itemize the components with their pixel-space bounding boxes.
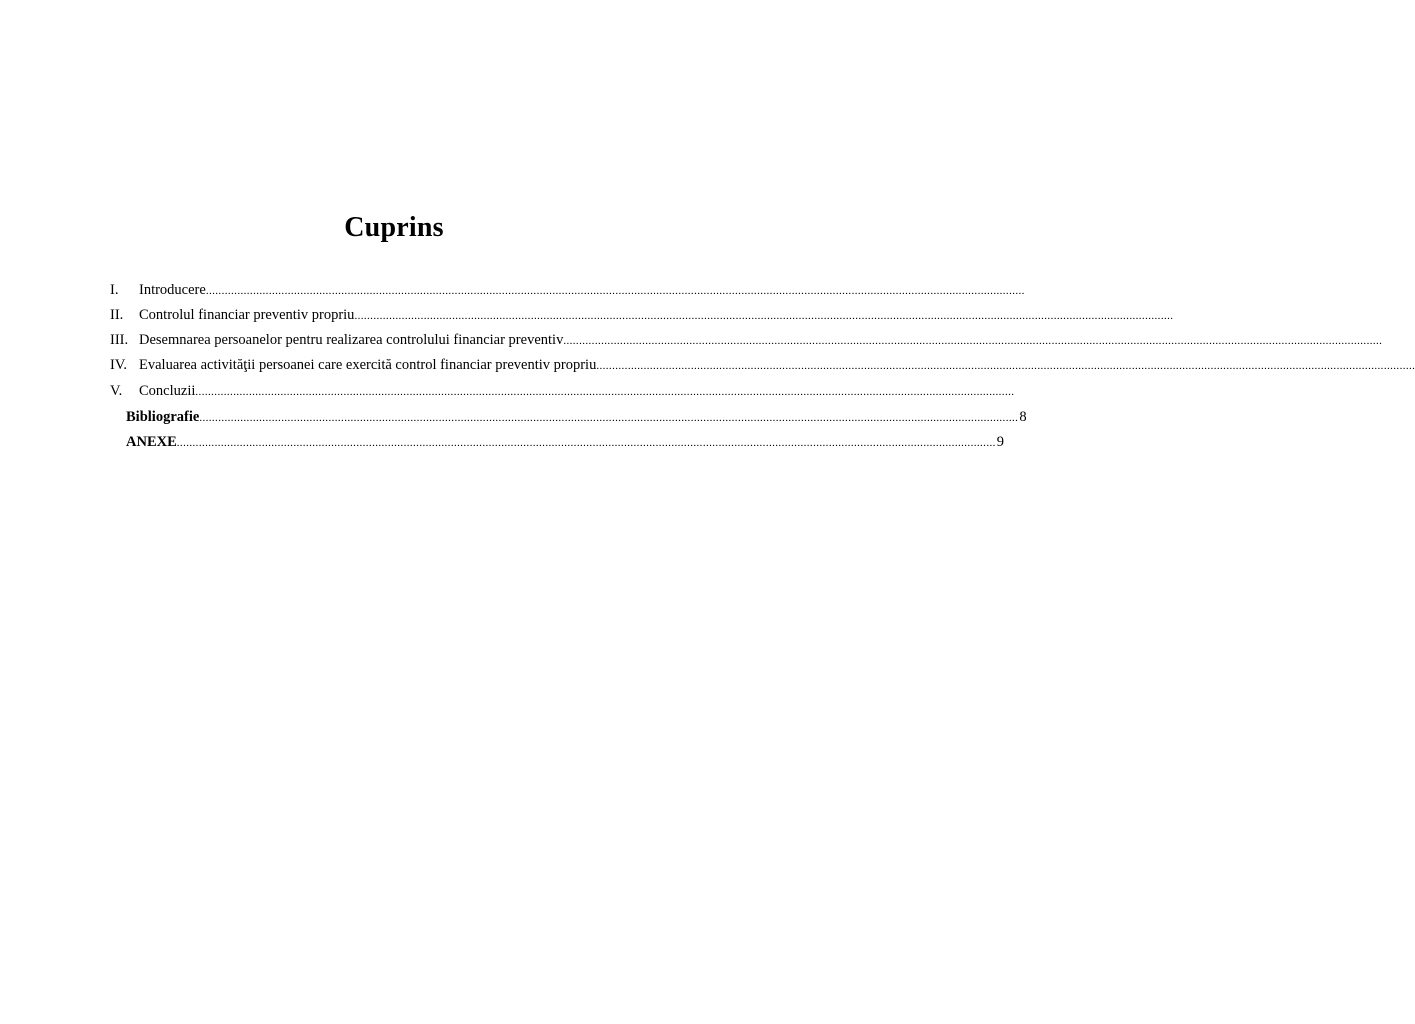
toc-entry-anexe[interactable] xyxy=(126,432,1005,452)
toc-leader-dots: .................................................................................................................................................................................................................................................................... xyxy=(354,310,1174,322)
page-title: Cuprins xyxy=(344,212,444,243)
toc-leader-dots: .................................................................................................................................................................................................................................................................... xyxy=(199,412,1019,424)
toc-leader-dots: .................................................................................................................................................................................................................................................................... xyxy=(205,285,1025,297)
toc-entry-number: III. xyxy=(110,332,129,348)
toc-entry-desemnarea[interactable] xyxy=(110,330,1383,350)
toc-entry-controlul[interactable] xyxy=(110,305,1174,325)
toc-entry-label: Concluzii xyxy=(139,383,196,399)
toc-leader-dots: .................................................................................................................................................................................................................................................................... xyxy=(563,335,1383,347)
toc-entry-evaluarea[interactable] xyxy=(110,355,1415,375)
toc-entry-number: V. xyxy=(110,383,123,399)
toc-entry-label: ANEXE xyxy=(126,434,177,450)
toc-entry-label: Bibliografie xyxy=(126,409,200,425)
toc-entry-number: I. xyxy=(110,282,119,298)
toc-entry-label: Evaluarea activităţii persoanei care exercită control financiar preventiv propriu xyxy=(139,357,597,373)
toc-entry-label: Desemnarea persoanelor pentru realizarea controlului financiar preventiv xyxy=(139,332,564,348)
toc-leader-dots: .................................................................................................................................................................................................................................................................... xyxy=(596,360,1415,372)
toc-entry-bibliografie[interactable] xyxy=(126,407,1027,427)
toc-leader-dots: .................................................................................................................................................................................................................................................................... xyxy=(195,386,1015,398)
toc-entry-introducere[interactable] xyxy=(110,280,1025,300)
toc-entry-page: 9 xyxy=(996,434,1005,450)
toc-entry-number: IV. xyxy=(110,357,128,373)
toc-entry-number: II. xyxy=(110,307,124,323)
toc-entry-concluzii[interactable] xyxy=(110,381,1015,401)
toc-leader-dots: .................................................................................................................................................................................................................................................................... xyxy=(176,437,996,449)
toc-entry-label: Introducere xyxy=(139,282,206,298)
toc-entry-label: Controlul financiar preventiv propriu xyxy=(139,307,355,323)
toc-entry-page: 8 xyxy=(1019,409,1027,425)
